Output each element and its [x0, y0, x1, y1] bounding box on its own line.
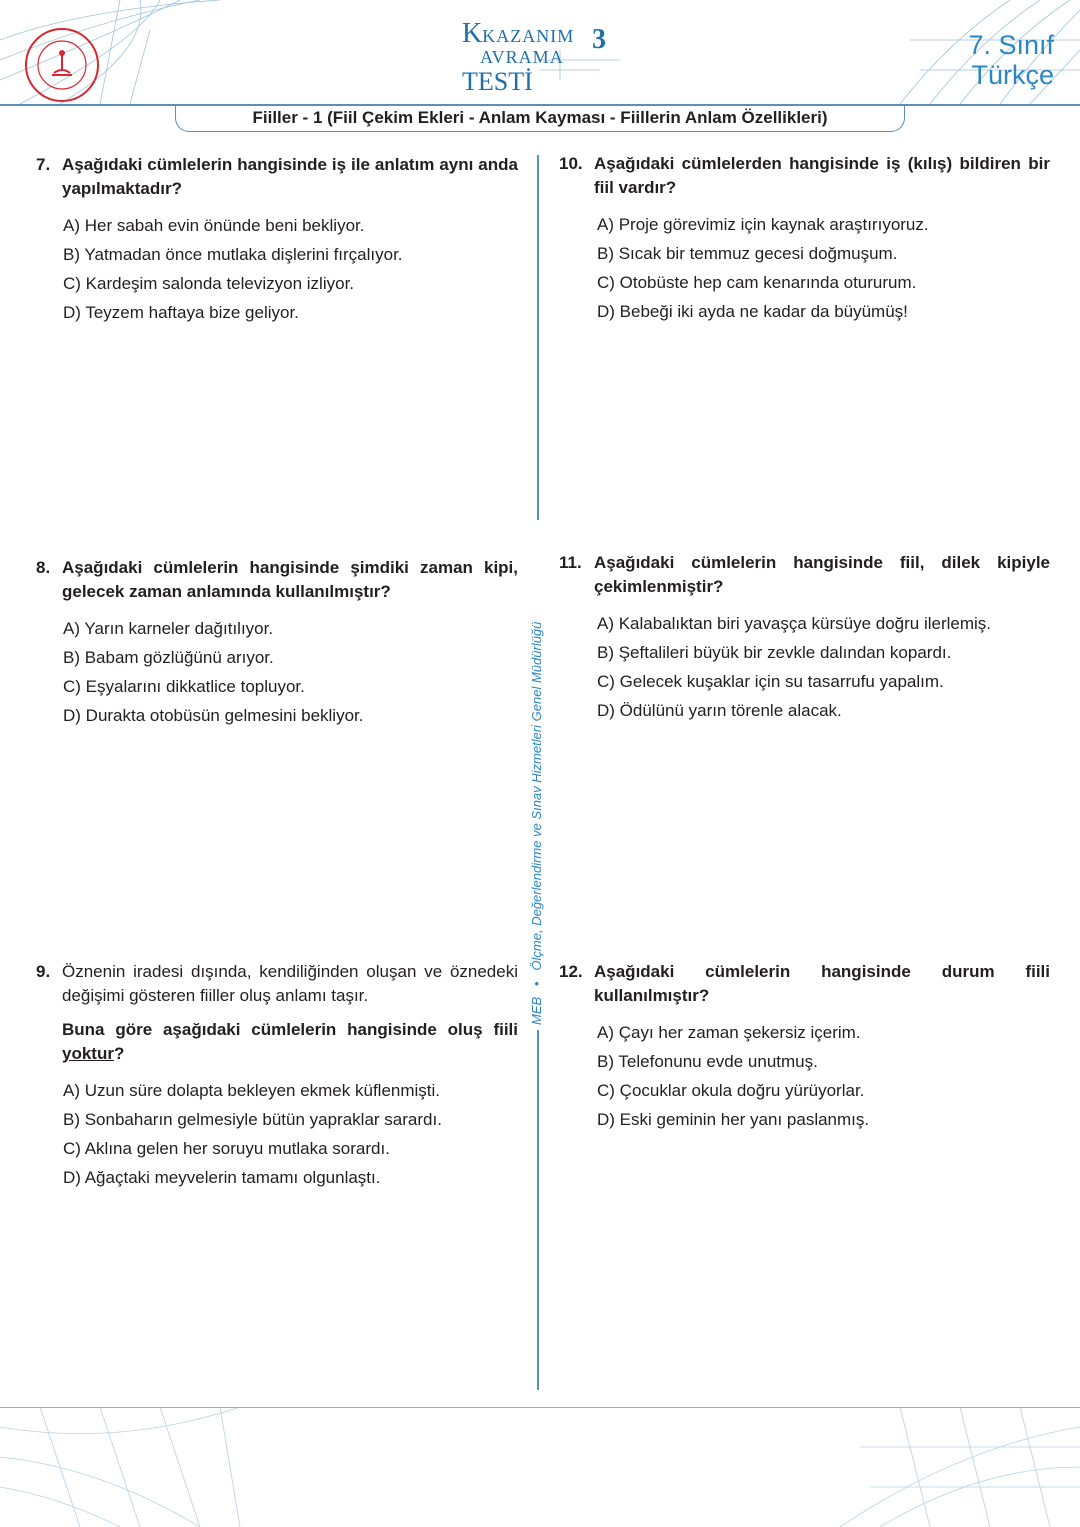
- option-a[interactable]: A) Yarın karneler dağıtılıyor.: [63, 619, 274, 638]
- question-10: 10. Aşağıdaki cümlelerden hangisinde iş (kılış) bildiren bir fiil vardır? A) Proje görevimiz için kaynak araştırıyoruz. B) Sıcak bir temmuz gecesi doğmuşum. C) Otobüste hep cam kenarında otururum. D) Bebeği iki ayda ne kadar da büyümüş!: [559, 152, 1050, 326]
- column-divider-top: [537, 155, 539, 520]
- option-b[interactable]: B) Babam gözlüğünü arıyor.: [63, 648, 274, 667]
- option-b[interactable]: B) Sonbaharın gelmesiyle bütün yapraklar sarardı.: [63, 1110, 442, 1129]
- option-b[interactable]: B) Sıcak bir temmuz gecesi doğmuşum.: [597, 244, 898, 263]
- column-divider-bottom: [537, 1030, 539, 1390]
- option-b[interactable]: B) Şeftalileri büyük bir zevkle dalından kopardı.: [597, 643, 952, 662]
- subject-label: Türkçe: [971, 60, 1054, 90]
- option-d[interactable]: D) Eski geminin her yanı paslanmış.: [597, 1110, 870, 1129]
- option-a[interactable]: A) Kalabalıktan biri yavaşça kürsüye doğru ilerlemiş.: [597, 614, 992, 633]
- option-a[interactable]: A) Çayı her zaman şekersiz içerim.: [597, 1023, 861, 1042]
- option-d[interactable]: D) Teyzem haftaya bize geliyor.: [63, 303, 299, 322]
- question-12: 12. Aşağıdaki cümlelerin hangisinde durum fiili kullanılmıştır? A) Çayı her zaman şekersiz içerim. B) Telefonunu evde unutmuş. C) Çocuklar okula doğru yürüyorlar. D) Eski geminin her yanı paslanmış.: [559, 960, 1050, 1134]
- footer-divider: [0, 1407, 1080, 1408]
- page-title: Fiiller - 1 (Fiil Çekim Ekleri - Anlam Kayması - Fiillerin Anlam Özellikleri): [175, 104, 905, 132]
- question-9: 9. Öznenin iradesi dışında, kendiliğinden oluşan ve öznedeki değişimi gösteren fiiller oluş anlamı taşır. Buna göre aşağıdaki cümlelerin hangisinde oluş fiili yoktur? A) Uzun süre dolapta bekleyen ekmek küflenmişti. B) Sonbaharın gelmesiyle bütün yapraklar sarardı. C) Aklına gelen her soruyu mutlaka sorardı. D) Ağaçtaki meyvelerin tamamı olgunlaştı.: [36, 960, 518, 1192]
- option-c[interactable]: C) Çocuklar okula doğru yürüyorlar.: [597, 1081, 865, 1100]
- option-b[interactable]: B) Yatmadan önce mutlaka dişlerini fırçalıyor.: [63, 245, 403, 264]
- grade-subject: [968, 30, 1054, 90]
- question-7: 7. Aşağıdaki cümlelerin hangisinde iş ile anlatım aynı anda yapılmaktadır? A) Her sabah evin önünde beni bekliyor. B) Yatmadan önce mutlaka dişlerini fırçalıyor. C) Kardeşim salonda televizyon izliyor. D) Teyzem haftaya bize geliyor.: [36, 153, 518, 327]
- option-d[interactable]: D) Durakta otobüsün gelmesini bekliyor.: [63, 706, 364, 725]
- option-c[interactable]: C) Gelecek kuşaklar için su tasarrufu yapalım.: [597, 672, 944, 691]
- side-credit: MEB • Ölçme, Değerlendirme ve Sınav Hizmetleri Genel Müdürlüğü: [529, 621, 544, 1025]
- option-a[interactable]: A) Proje görevimiz için kaynak araştırıyoruz.: [597, 215, 929, 234]
- question-8: 8. Aşağıdaki cümlelerin hangisinde şimdiki zaman kipi, gelecek zaman anlamında kullanılmıştır? A) Yarın karneler dağıtılıyor. B) Babam gözlüğünü arıyor. C) Eşyalarını dikkatlice topluyor. D) Durakta otobüsün gelmesini bekliyor.: [36, 556, 518, 730]
- option-b[interactable]: B) Telefonunu evde unutmuş.: [597, 1052, 818, 1071]
- kazanim-kavrama-testi-logo: KKAZANIM AVRAMA TESTİ: [462, 18, 575, 96]
- option-d[interactable]: D) Ağaçtaki meyvelerin tamamı olgunlaştı.: [63, 1168, 381, 1187]
- option-c[interactable]: C) Kardeşim salonda televizyon izliyor.: [63, 274, 355, 293]
- option-c[interactable]: C) Otobüste hep cam kenarında otururum.: [597, 273, 917, 292]
- test-number: 3: [592, 24, 606, 55]
- footer-wave-pattern: [0, 1407, 1080, 1527]
- meb-seal-logo: [24, 27, 100, 103]
- option-a[interactable]: A) Uzun süre dolapta bekleyen ekmek küflenmişti.: [63, 1081, 441, 1100]
- option-d[interactable]: D) Bebeği iki ayda ne kadar da büyümüş!: [597, 302, 908, 321]
- option-d[interactable]: D) Ödülünü yarın törenle alacak.: [597, 701, 842, 720]
- question-11: 11. Aşağıdaki cümlelerin hangisinde fiil, dilek kipiyle çekimlenmiştir? A) Kalabalıktan biri yavaşça kürsüye doğru ilerlemiş. B) Şeftalileri büyük bir zevkle dalından kopardı. C) Gelecek kuşaklar için su tasarrufu yapalım. D) Ödülünü yarın törenle alacak.: [559, 551, 1050, 725]
- option-a[interactable]: A) Her sabah evin önünde beni bekliyor.: [63, 216, 365, 235]
- option-c[interactable]: C) Aklına gelen her soruyu mutlaka sorardı.: [63, 1139, 390, 1158]
- grade-label: 7. Sınıf: [968, 30, 1054, 60]
- option-c[interactable]: C) Eşyalarını dikkatlice topluyor.: [63, 677, 305, 696]
